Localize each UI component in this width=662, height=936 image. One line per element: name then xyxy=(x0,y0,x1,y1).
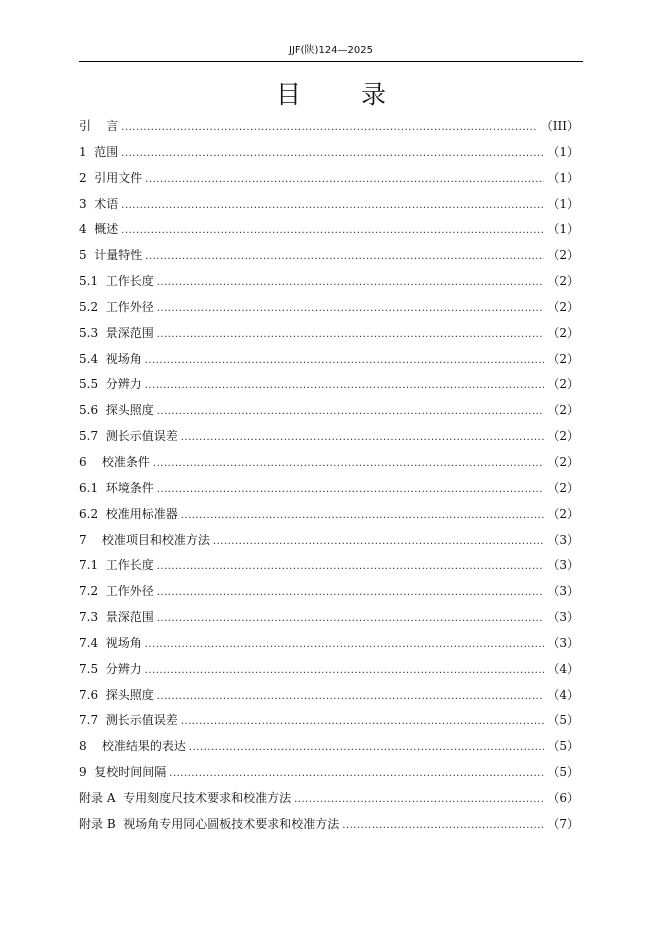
toc-entry-label: 6.1 环境条件 xyxy=(79,480,154,495)
toc-entry-page: （1） xyxy=(547,170,579,185)
document-code-header: JJF(陕)124—2025 xyxy=(289,45,373,56)
toc-entry-label: 6 校准条件 xyxy=(79,454,150,469)
toc-entry-page: （2） xyxy=(547,299,579,314)
toc-dot-leader xyxy=(169,761,544,787)
toc-entry[interactable] xyxy=(79,683,579,709)
toc-dot-leader xyxy=(157,684,545,710)
toc-entry-page: （4） xyxy=(547,661,579,676)
toc-entry-page: （2） xyxy=(547,274,579,289)
toc-dot-leader xyxy=(157,580,545,606)
toc-entry[interactable] xyxy=(79,192,579,218)
toc-entry-page: （7） xyxy=(547,816,579,831)
toc-entry[interactable] xyxy=(79,347,579,373)
toc-entry-page: （2） xyxy=(547,506,579,521)
toc-entry[interactable] xyxy=(79,140,579,166)
toc-entry[interactable] xyxy=(79,372,579,398)
toc-entry-page: （5） xyxy=(547,765,579,780)
toc-entry-page: （2） xyxy=(547,429,579,444)
toc-entry-label: 5 计量特性 xyxy=(79,248,143,263)
header-rule xyxy=(79,61,583,62)
toc-dot-leader xyxy=(121,193,544,219)
toc-entry-label: 7.1 工作长度 xyxy=(79,558,154,573)
page-title: 目 录 xyxy=(276,80,412,109)
toc-entry-label: 8 校准结果的表达 xyxy=(79,739,186,754)
toc-entry[interactable] xyxy=(79,269,579,295)
toc-entry-label: 3 术语 xyxy=(79,196,119,211)
toc-entry-page: （5） xyxy=(547,713,579,728)
toc-dot-leader xyxy=(145,348,545,374)
toc-entry[interactable] xyxy=(79,553,579,579)
toc-entry[interactable] xyxy=(79,631,579,657)
toc-entry[interactable] xyxy=(79,579,579,605)
toc-entry[interactable] xyxy=(79,217,579,243)
toc-entry-page: （III） xyxy=(540,119,579,133)
toc-entry-label: 7.2 工作外径 xyxy=(79,584,154,599)
toc-dot-leader xyxy=(157,322,545,348)
toc-entry-page: （4） xyxy=(547,687,579,702)
toc-entry-page: （1） xyxy=(547,144,579,159)
toc-dot-leader xyxy=(157,606,545,632)
toc-entry-label: 7.3 景深范围 xyxy=(79,610,154,625)
toc-dot-leader xyxy=(145,244,544,270)
toc-dot-leader xyxy=(145,373,545,399)
toc-entry-page: （3） xyxy=(547,558,579,573)
toc-dot-leader xyxy=(153,451,544,477)
toc-entry-page: （1） xyxy=(547,196,579,211)
toc-entry-page: （5） xyxy=(547,739,579,754)
toc-dot-leader xyxy=(145,632,545,658)
toc-entry-page: （2） xyxy=(547,351,579,366)
toc-entry-label: 5.5 分辨力 xyxy=(79,377,142,392)
toc-entry-page: （2） xyxy=(547,480,579,495)
toc-entry-page: （3） xyxy=(547,635,579,650)
toc-entry[interactable] xyxy=(79,528,579,554)
toc-entry-page: （2） xyxy=(547,403,579,418)
toc-entry-label: 4 概述 xyxy=(79,222,119,237)
toc-dot-leader xyxy=(157,270,545,296)
toc-entry-label: 7.4 视场角 xyxy=(79,635,142,650)
toc-entry-label: 5.2 工作外径 xyxy=(79,299,154,314)
toc-dot-leader xyxy=(181,709,545,735)
toc-entry-page: （3） xyxy=(547,584,579,599)
toc-entry-label: 1 范围 xyxy=(79,144,119,159)
toc-entry-label: 5.3 景深范围 xyxy=(79,325,154,340)
toc-entry-label: 5.4 视场角 xyxy=(79,351,142,366)
toc-entry[interactable] xyxy=(79,114,579,140)
toc-entry[interactable] xyxy=(79,166,579,192)
toc-dot-leader xyxy=(145,658,545,684)
toc-entry[interactable] xyxy=(79,321,579,347)
toc-dot-leader xyxy=(181,425,545,451)
toc-entry-label: 2 引用文件 xyxy=(79,170,143,185)
toc-entry[interactable] xyxy=(79,450,579,476)
toc-dot-leader xyxy=(121,218,544,244)
toc-entry[interactable] xyxy=(79,476,579,502)
table-of-contents xyxy=(79,114,579,838)
toc-entry-page: （6） xyxy=(547,790,579,805)
toc-dot-leader xyxy=(157,554,545,580)
toc-dot-leader xyxy=(157,477,545,503)
toc-dot-leader xyxy=(181,503,545,529)
toc-entry-label: 7.6 探头照度 xyxy=(79,687,154,702)
toc-dot-leader xyxy=(342,813,544,839)
toc-dot-leader xyxy=(157,399,545,425)
toc-dot-leader xyxy=(121,141,544,167)
toc-entry[interactable] xyxy=(79,424,579,450)
toc-dot-leader xyxy=(157,296,545,322)
toc-entry-page: （2） xyxy=(547,454,579,469)
toc-entry[interactable] xyxy=(79,786,579,812)
toc-entry[interactable] xyxy=(79,398,579,424)
toc-entry-page: （3） xyxy=(547,610,579,625)
toc-entry-label: 7.7 测长示值误差 xyxy=(79,713,178,728)
toc-dot-leader xyxy=(213,529,544,555)
toc-entry-page: （2） xyxy=(547,248,579,263)
toc-entry-label: 附录 B 视场角专用同心圆板技术要求和校准方法 xyxy=(79,816,340,831)
toc-entry[interactable] xyxy=(79,760,579,786)
toc-dot-leader xyxy=(294,787,544,813)
toc-dot-leader xyxy=(189,735,544,761)
toc-entry-label: 引 言 xyxy=(79,119,119,133)
toc-entry[interactable] xyxy=(79,708,579,734)
toc-entry[interactable] xyxy=(79,295,579,321)
toc-entry-label: 附录 A 专用刻度尺技术要求和校准方法 xyxy=(79,790,292,805)
toc-entry-label: 9 复校时间间隔 xyxy=(79,765,167,780)
toc-entry-label: 7.5 分辨力 xyxy=(79,661,142,676)
toc-entry-page: （2） xyxy=(547,377,579,392)
toc-entry[interactable] xyxy=(79,812,579,838)
toc-entry-label: 5.7 测长示值误差 xyxy=(79,429,178,444)
toc-entry[interactable] xyxy=(79,605,579,631)
toc-entry[interactable] xyxy=(79,734,579,760)
toc-entry-label: 6.2 校准用标准器 xyxy=(79,506,178,521)
toc-entry[interactable] xyxy=(79,502,579,528)
toc-entry-page: （1） xyxy=(547,222,579,237)
toc-entry-label: 7 校准项目和校准方法 xyxy=(79,532,210,547)
toc-entry[interactable] xyxy=(79,243,579,269)
toc-entry-page: （3） xyxy=(547,532,579,547)
toc-dot-leader xyxy=(145,167,544,193)
toc-entry-label: 5.1 工作长度 xyxy=(79,274,154,289)
toc-entry-page: （2） xyxy=(547,325,579,340)
toc-entry[interactable] xyxy=(79,657,579,683)
toc-dot-leader xyxy=(121,115,538,141)
toc-entry-label: 5.6 探头照度 xyxy=(79,403,154,418)
